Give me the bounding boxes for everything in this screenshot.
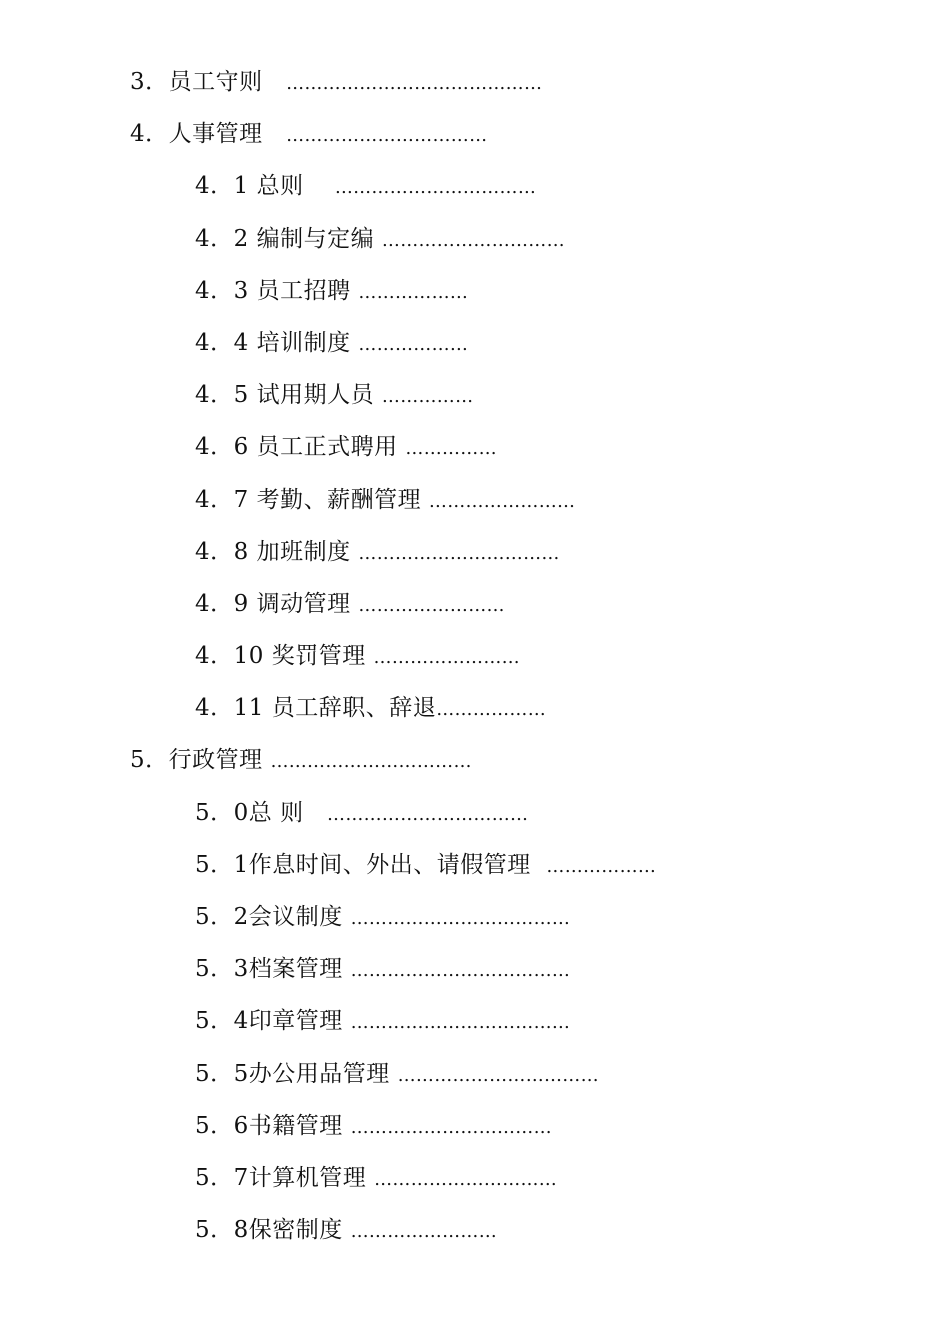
- toc-entry-leader-dots: ……………………: [428, 490, 576, 512]
- toc-entry-leader-dots: ……………………: [358, 594, 505, 616]
- toc-entry: [0, 421, 950, 473]
- toc-entry-gap: [263, 121, 286, 147]
- toc-entry-title: 4．8 加班制度: [195, 538, 351, 565]
- toc-entry-gap: [304, 173, 335, 199]
- toc-entry-leader-dots: ……………………………: [327, 803, 529, 825]
- toc-entry-leader-dots: …………………………: [374, 1168, 558, 1190]
- toc-entry-title: 4．7 考勤、薪酬管理: [195, 486, 422, 513]
- toc-entry-title: 4．人事管理: [130, 121, 263, 148]
- toc-entry-leader-dots: …………………………: [381, 229, 565, 251]
- toc-entry-gap: [343, 904, 351, 930]
- toc-entry-title: 5．7计算机管理: [195, 1164, 367, 1191]
- toc-entry-leader-dots: ……………: [405, 438, 497, 460]
- toc-entry-title: 4．11 员工辞职、辞退: [195, 695, 437, 722]
- toc-entry: [0, 578, 950, 630]
- table-of-contents: [0, 56, 950, 1256]
- toc-entry-leader-dots: ……………: [381, 386, 474, 408]
- toc-entry-gap: [351, 330, 359, 356]
- toc-entry-leader-dots: ……………………………: [334, 177, 537, 199]
- toc-entry-title: 5．行政管理: [130, 747, 263, 774]
- toc-entry: [0, 160, 950, 212]
- toc-entry-title: 4．10 奖罚管理: [195, 643, 366, 670]
- toc-entry-title: 5．8保密制度: [195, 1217, 343, 1244]
- toc-entry-leader-dots: ……………………: [373, 647, 520, 669]
- toc-entry-gap: [304, 800, 327, 826]
- toc-entry-title: 5．1作息时间、外出、请假管理: [195, 851, 531, 878]
- toc-entry: [0, 995, 950, 1047]
- toc-entry: [0, 317, 950, 369]
- toc-entry-title: 5．2会议制度: [195, 904, 343, 930]
- toc-entry: [0, 1100, 950, 1152]
- toc-entry: [0, 734, 950, 786]
- toc-entry: [0, 474, 950, 526]
- toc-entry-title: 5．6书籍管理: [195, 1112, 343, 1139]
- toc-entry-title: 4．1 总则: [195, 173, 304, 200]
- toc-entry-title: 4．9 调动管理: [195, 590, 351, 617]
- toc-entry-title: 5．4印章管理: [195, 1008, 343, 1035]
- toc-entry-gap: [351, 539, 359, 565]
- toc-entry: [0, 1048, 950, 1100]
- toc-entry: [0, 787, 950, 839]
- toc-entry-gap: [374, 382, 382, 408]
- toc-entry: [0, 943, 950, 995]
- toc-entry-leader-dots: ………………………………: [350, 960, 571, 982]
- toc-entry: [0, 682, 950, 734]
- toc-entry-gap: [366, 643, 374, 669]
- toc-entry-leader-dots: ………………: [358, 333, 469, 355]
- toc-entry: [0, 369, 950, 421]
- toc-entry-leader-dots: ……………………………: [286, 125, 488, 147]
- toc-entry-leader-dots: ……………………: [350, 1221, 497, 1243]
- toc-entry-gap: [351, 278, 359, 304]
- toc-entry-gap: [531, 852, 547, 878]
- toc-entry-leader-dots: ………………………………: [350, 1012, 571, 1034]
- toc-entry: [0, 839, 950, 891]
- toc-entry: [0, 265, 950, 317]
- toc-entry-gap: [366, 1165, 374, 1191]
- toc-entry: [0, 526, 950, 578]
- toc-entry: [0, 630, 950, 682]
- toc-entry-leader-dots: ……………………………: [270, 751, 472, 773]
- toc-entry-gap: [343, 1217, 351, 1243]
- toc-entry-gap: [343, 1008, 351, 1034]
- toc-entry: [0, 891, 950, 943]
- toc-entry-leader-dots: ……………………………………: [286, 73, 543, 94]
- toc-entry-gap: [343, 1113, 351, 1139]
- toc-entry-leader-dots: ……………………………: [358, 542, 560, 564]
- toc-entry: [0, 1204, 950, 1256]
- toc-entry-gap: [390, 1061, 398, 1087]
- toc-entry-title: 5．5办公用品管理: [195, 1060, 390, 1087]
- toc-entry-title: 4．4 培训制度: [195, 329, 351, 356]
- toc-entry: [0, 56, 950, 108]
- toc-entry: [0, 213, 950, 265]
- toc-entry-leader-dots: ………………: [546, 855, 657, 877]
- toc-entry-title: 4．2 编制与定编: [195, 225, 375, 252]
- toc-entry-gap: [263, 69, 286, 95]
- toc-entry-leader-dots: ……………………………: [397, 1064, 599, 1086]
- toc-entry-title: 3．员工守则: [130, 69, 263, 95]
- toc-entry-leader-dots: ………………………………: [350, 908, 571, 929]
- toc-entry-gap: [421, 487, 429, 513]
- toc-entry-leader-dots: ……………………………: [350, 1116, 552, 1138]
- toc-entry-title: 5．0总 则: [195, 799, 304, 826]
- toc-entry-leader-dots: ………………: [436, 699, 547, 721]
- toc-entry-title: 5．3档案管理: [195, 956, 343, 983]
- toc-entry-gap: [263, 747, 271, 773]
- toc-entry: [0, 1152, 950, 1204]
- toc-entry-gap: [343, 956, 351, 982]
- toc-entry-gap: [374, 226, 382, 252]
- toc-entry-leader-dots: ………………: [358, 281, 469, 303]
- toc-entry-gap: [398, 434, 406, 460]
- toc-entry: [0, 108, 950, 160]
- toc-entry-title: 4．5 试用期人员: [195, 382, 375, 409]
- toc-entry-title: 4．6 员工正式聘用: [195, 434, 398, 461]
- toc-entry-gap: [351, 591, 359, 617]
- toc-entry-title: 4．3 员工招聘: [195, 277, 351, 304]
